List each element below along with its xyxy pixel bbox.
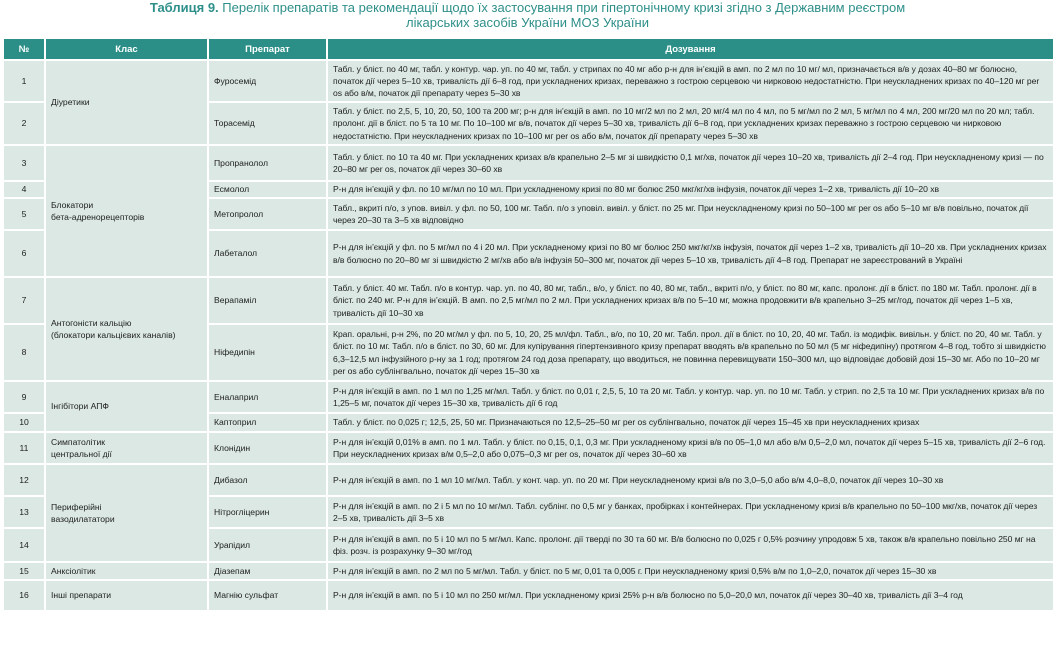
class-cell [45, 60, 208, 145]
class-name: Інші препарати [51, 590, 112, 601]
row-num: 13 [3, 496, 45, 528]
class-name-2: вазодилататори [51, 514, 115, 524]
row-num: 15 [3, 562, 45, 580]
header-dose: Дозування [327, 38, 1054, 60]
class-name: Діуретики [51, 97, 90, 108]
header-row [3, 38, 1054, 60]
class-cell [45, 277, 208, 381]
drug-cell: Торасемід [208, 102, 327, 145]
dose-cell: Табл. у бліст. 40 мг. Табл. п/о в контур. чар. уп. по 40, 80 мг, табл., в/о, у бліст. по 40, 80 мг, табл., вкриті п/о, у бліст. по 80 мг, капс. пролонг. дії в бліст. по 180 мг. Табл. пролонг. дії в бліст. по 240 мг. Р-н для ін’єкцій. В амп. по 2,5 мг/мл по 2 мл. При ускладнених кризах в/в по 5–10 мг, можна продовжити в/в крапельно 3–25 мг/год, початок дії через 1–5 хв, тривалість дії 10–30 хв [327, 277, 1054, 324]
table-row [3, 464, 1054, 496]
row-num: 2 [3, 102, 45, 145]
drug-cell: Еналаприл [208, 381, 327, 413]
drug-table [2, 37, 1055, 612]
caption-label: Таблиця 9. [149, 0, 219, 15]
dose-cell: Р-н для ін’єкцій в амп. по 2 і 5 мл по 10 мг/мл. Табл. сублінг. по 0,5 мг у банках, пробірках і контейнерах. При ускладненому кризі в/в крапельно по 50–100 мкг/хв, початок дії через 2–5 хв, тривалість дії 3–5 хв [327, 496, 1054, 528]
dose-cell: Табл. у бліст. по 40 мг, табл. у контур. чар. уп. по 40 мг, табл. у стрипах по 40 мг або р-н для ін’єкцій в амп. по 2 мл по 10 мг/ мл, призначається в/в у дозах 40–80 мг болюсно, початок дії через 5–10 хв, тривалість дії 6–8 год, при ускладнених кризах, переважно з гострою серцевою чи нирковою недостатністю. При неускладнених кризах по 40–120 мг per os або в/м, початок дії препарату через 5–30 хв [327, 60, 1054, 102]
class-name: Антогоністи кальцію [51, 317, 132, 328]
row-num: 4 [3, 181, 45, 198]
row-num: 10 [3, 413, 45, 432]
drug-cell: Клонідин [208, 432, 327, 464]
row-num: 3 [3, 145, 45, 181]
dose-cell: Табл. у бліст. по 10 та 40 мг. При ускладнених кризах в/в крапельно 2–5 мг зі швидкістю 0,1 мг/хв, початок дії через 10–20 хв, тривалість дії 2–4 год. При неускладненому кризі — по 20–80 мг per os, початок дії через 30–60 хв [327, 145, 1054, 181]
dose-cell: Р-н для ін’єкцій в амп. по 5 і 10 мл по 250 мг/мл. При ускладненому кризі 25% р-н в/в болюсно по 5,0–20,0 мл, початок дії через 30–40 хв, тривалість дії 3–4 год [327, 580, 1054, 611]
drug-cell: Фуросемід [208, 60, 327, 102]
table-row [3, 277, 1054, 324]
drug-cell: Діазепам [208, 562, 327, 580]
class-name: Периферійні [51, 501, 102, 512]
caption-text-1: Перелік препаратів та рекомендації щодо їх застосування при гіпертонічному кризі згідно з Державним реєстром [222, 0, 906, 15]
row-num: 14 [3, 528, 45, 562]
row-num: 7 [3, 277, 45, 324]
row-num: 6 [3, 230, 45, 277]
class-cell [45, 381, 208, 432]
row-num: 8 [3, 324, 45, 381]
dose-cell: Р-н для ін’єкцій 0,01% в амп. по 1 мл. Табл. у бліст. по 0,15, 0,1, 0,3 мг. При ускладненому кризі в/в по 05–1,0 мл або в/м 0,5–2,0 мл, початок дії через 5–15 хв, тривалість дії 2–6 год. При неускладнених кризах в/м 0,5–2,0 або 0,075–0,3 мг per os, початок дії через 30–60 хв [327, 432, 1054, 464]
header-class: Клас [45, 38, 208, 60]
table-row [3, 432, 1054, 464]
header-num: № [3, 38, 45, 60]
drug-cell: Урапідил [208, 528, 327, 562]
class-name: Інгібітори АПФ [51, 401, 109, 412]
table-row [3, 580, 1054, 611]
dose-cell: Р-н для ін’єкцій в амп. по 1 мл 10 мг/мл. Табл. у конт. чар. уп. по 20 мг. При неускладненому кризі в/в по 3,0–5,0 або в/м 4,0–8,0, початок дії через 10–30 хв [327, 464, 1054, 496]
class-cell [45, 464, 208, 562]
drug-cell: Каптоприл [208, 413, 327, 432]
table-row [3, 145, 1054, 181]
drug-cell: Магнію сульфат [208, 580, 327, 611]
class-cell [45, 145, 208, 277]
dose-cell: Табл., вкриті п/о, з упов. вивіл. у фл. по 50, 100 мг. Табл. п/о з уповіл. вивіл. у бліст. по 25 мг. При неускладненому кризі по 50–100 мг per os або 5–10 мг в/в повільно, початок дії через 20–30 та 3–5 хв відповідно [327, 198, 1054, 230]
drug-cell: Верапаміл [208, 277, 327, 324]
row-num: 11 [3, 432, 45, 464]
row-num: 9 [3, 381, 45, 413]
table-caption [0, 0, 1055, 30]
class-name-2: бета-адренорецепторів [51, 212, 145, 222]
dose-cell: Р-н для ін’єкцій у фл. по 10 мг/мл по 10 мл. При ускладненому кризі по 80 мг болюс 250 мкг/кг/хв інфузія, початок дії через 1–2 хв, тривалість дії 10–20 хв [327, 181, 1054, 198]
class-name-2: (блокатори кальцієвих каналів) [51, 330, 176, 340]
class-name: Симпатолітик [51, 436, 106, 447]
drug-cell: Есмолол [208, 181, 327, 198]
row-num: 1 [3, 60, 45, 102]
class-name: Блокатори [51, 199, 94, 210]
caption-line-1 [0, 0, 1055, 15]
dose-cell: Р-н для ін’єкцій у фл. по 5 мг/мл по 4 і 20 мл. При ускладненому кризі по 80 мг болюс 250 мкг/кг/хв інфузія, початок дії через 1–2 хв, тривалість дії 10–20 хв. При ускладнених кризах в/в болюсно по 20–80 мг зі швидкістю 2 мг/хв або в/в інфузія 50–300 мг, початок дії через 5–10 хв, тривалість дії 4–8 год. Препарат не зареєстрований в Україні [327, 230, 1054, 277]
drug-cell: Лабеталол [208, 230, 327, 277]
table-row [3, 381, 1054, 413]
dose-cell: Крап. оральні, р-н 2%, по 20 мг/мл у фл. по 5, 10, 20, 25 мл/фл. Табл., в/о, по 10, 20 мг. Табл. прол. дії в бліст. по 10, 20, 40 мг. Табл. із модифік. вивільн. у бліст. по 20, 40 мг. Табл. у бліст. по 10 мг. Табл. п/о в бліст. по 30, 60 мг. Для купірування гіпертензивного кризу препарат вводять в/в крапельно по 50 мл (5 мг ніфедипіну) протягом 4–8 год, тобто зі швидкістю 6,3–12,5 мл інфузійного р-ну за 1 год; протягом 24 год доза препарату, що вводиться, не повинна перевищувати 150–300 мл, що відповідає добовій дозі 15–30 мг. Або по 10–20 мг per os або сублінгвально, початок дії через 15–30 хв [327, 324, 1054, 381]
drug-cell: Пропранолол [208, 145, 327, 181]
header-drug: Препарат [208, 38, 327, 60]
row-num: 12 [3, 464, 45, 496]
dose-cell: Табл. у бліст. по 0,025 г; 12,5, 25, 50 мг. Призначаються по 12,5–25–50 мг per os сублінгвально, початок дії через 15–45 хв при неускладнених кризах [327, 413, 1054, 432]
drug-cell: Ніфедипін [208, 324, 327, 381]
drug-cell: Метопролол [208, 198, 327, 230]
class-cell [45, 562, 208, 580]
drug-cell: Дибазол [208, 464, 327, 496]
dose-cell: Р-н для ін’єкцій в амп. по 2 мл по 5 мг/мл. Табл. у бліст. по 5 мг, 0,01 та 0,005 г. При неускладненому кризі 0,5% в/м по 1,0–2,0, початок дії через 15–30 хв [327, 562, 1054, 580]
dose-cell: Р-н для ін’єкцій в амп. по 5 і 10 мл по 5 мг/мл. Капс. пролонг. дії тверді по 30 та 60 мг. В/в болюсно по 0,025 г 0,5% розчину упродовж 5 хв, також в/в крапельно повільно 250 мг на фіз. розч. із розрахунку 9–30 мг/год [327, 528, 1054, 562]
class-name-2: центральної дії [51, 449, 112, 459]
caption-line-2: лікарських засобів України МОЗ України [406, 15, 649, 30]
class-name: Анксіолітик [51, 565, 96, 576]
dose-cell: Р-н для ін’єкцій в амп. по 1 мл по 1,25 мг/мл. Табл. у бліст. по 0,01 г, 2,5, 5, 10 та 20 мг. Табл. у контур. чар. уп. по 10 мг. Табл. у стрип. по 2,5 та 10 мг. При ускладнених кризах в/в по 1,25–5 мг, початок дії через 15–30 хв, тривалість дії 6 год [327, 381, 1054, 413]
dose-cell: Табл. у бліст. по 2,5, 5, 10, 20, 50, 100 та 200 мг; р-н для ін’єкцій в амп. по 10 мг/2 мл по 2 мл, 20 мг/4 мл по 4 мл, по 5 мг/мл по 2 мл, 5 мг/мл по 4 мл, 200 мг/20 мл по 20 мл; табл. пролонг. дії в бліст. по 5 та 10 мг. По 10–100 мг в/в, початок дії через 5–30 хв, тривалість дії 6–8 год, при ускладнених кризах переважно з гострою серцевою чи нирковою недостатністю. При неускладнених кризах по 10–100 мг per os або в/м, початок дії препарату через 5–30 хв [327, 102, 1054, 145]
class-cell [45, 432, 208, 464]
drug-cell: Нітрогліцерин [208, 496, 327, 528]
row-num: 5 [3, 198, 45, 230]
table-row [3, 562, 1054, 580]
class-cell [45, 580, 208, 611]
table-row [3, 60, 1054, 102]
row-num: 16 [3, 580, 45, 611]
